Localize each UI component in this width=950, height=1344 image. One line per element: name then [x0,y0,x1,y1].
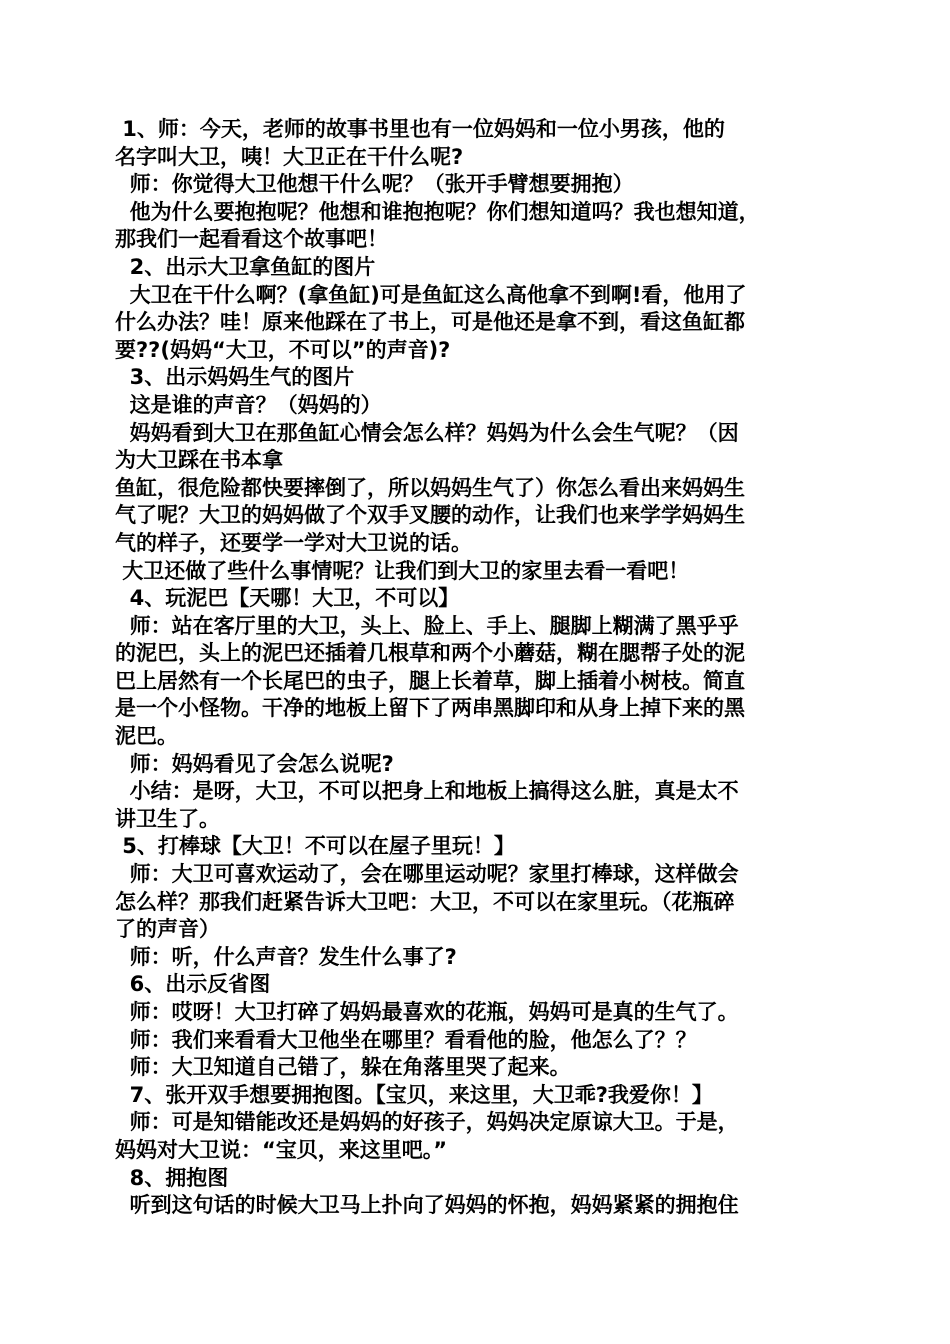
text-line: 听到这句话的时候大卫马上扑向了妈妈的怀抱，妈妈紧紧的拥抱住 [115,1193,739,1218]
text-line: 师：可是知错能改还是妈妈的好孩子，妈妈决定原谅大卫。于是， [115,1110,739,1135]
text-line: 1、师：今天，老师的故事书里也有一位妈妈和一位小男孩，他的 [115,117,725,141]
text-line: 小结：是呀，大卫，不可以把身上和地板上搞得这么脏，真是太不 [115,779,739,804]
text-line: 怎么样？那我们赶紧告诉大卫吧：大卫，不可以在家里玩。（花瓶碎 [115,889,735,914]
text-line: 巴上居然有一个长尾巴的虫子，腿上长着草，脚上插着小树枝。简直 [115,668,745,693]
text-line: 气了呢？大卫的妈妈做了个双手叉腰的动作，让我们也来学学妈妈生 [115,503,745,528]
text-line: 师：你觉得大卫他想干什么呢？（张开手臂想要拥抱） [115,172,634,197]
text-line: 气的样子，还要学一学对大卫说的话。 [115,530,472,555]
text-line: 大卫还做了些什么事情呢？让我们到大卫的家里去看一看吧！ [115,558,690,583]
text-line: 妈妈对大卫说：“宝贝，来这里吧。” [115,1137,448,1162]
section-heading: 2、出示大卫拿鱼缸的图片 [115,254,376,279]
section-heading: 8、拥抱图 [115,1165,229,1190]
text-line: 是一个小怪物。干净的地板上留下了两串黑脚印和从身上掉下来的黑 [115,696,745,721]
text-line: 泥巴。 [115,724,178,749]
text-line: 名字叫大卫，咦！大卫正在干什么呢? [115,144,464,169]
text-line: 妈妈看到大卫在那鱼缸心情会怎么样？妈妈为什么会生气呢？（因 [115,420,739,445]
text-line: 师：大卫知道自己错了，躲在角落里哭了起来。 [115,1055,571,1080]
text-line: 那我们一起看看这个故事吧！ [115,227,388,252]
section-heading: 4、玩泥巴【天哪！大卫，不可以】 [115,586,460,611]
text-line: 了的声音） [115,917,220,942]
text-line: 大卫在干什么啊？(拿鱼缸)可是鱼缸这么高他拿不到啊!看，他用了 [115,282,747,307]
section-heading: 3、出示妈妈生气的图片 [115,365,355,390]
text-line: 的泥巴，头上的泥巴还插着几根草和两个小蘑菇，糊在腮帮子处的泥 [115,641,745,666]
text-line: 要??(妈妈“大卫，不可以”的声音)? [115,337,451,362]
section-heading: 7、张开双手想要拥抱图。【宝贝，来这里，大卫乖?我爱你！】 [115,1082,713,1107]
text-line: 什么办法？哇！原来他踩在了书上，可是他还是拿不到，看这鱼缸都 [115,310,745,335]
text-line: 师：哎呀！大卫打碎了妈妈最喜欢的花瓶，妈妈可是真的生气了。 [115,1000,739,1024]
section-heading: 6、出示反省图 [115,972,271,997]
text-line: 这是谁的声音？（妈妈的） [115,392,382,417]
text-line: 为大卫踩在书本拿 [115,448,283,473]
text-line: 师：站在客厅里的大卫，头上、脸上、手上、腿脚上糊满了黑乎乎 [115,613,739,638]
document-page [115,116,840,1220]
section-heading: 5、打棒球【大卫！不可以在屋子里玩！】 [115,834,515,859]
text-line: 他为什么要抱抱呢？他想和谁抱抱呢？你们想知道吗？我也想知道， [115,199,760,224]
text-line: 鱼缸，很危险都快要摔倒了，所以妈妈生气了）你怎么看出来妈妈生 [115,475,745,500]
text-line: 师：妈妈看见了会怎么说呢? [115,751,394,776]
text-line: 师：我们来看看大卫他坐在哪里？看看他的脸，他怎么了？？ [115,1027,697,1052]
text-line: 师：大卫可喜欢运动了，会在哪里运动呢？家里打棒球，这样做会 [115,862,739,887]
text-line: 师：听，什么声音？发生什么事了? [115,944,457,969]
text-line: 讲卫生了。 [115,806,220,831]
